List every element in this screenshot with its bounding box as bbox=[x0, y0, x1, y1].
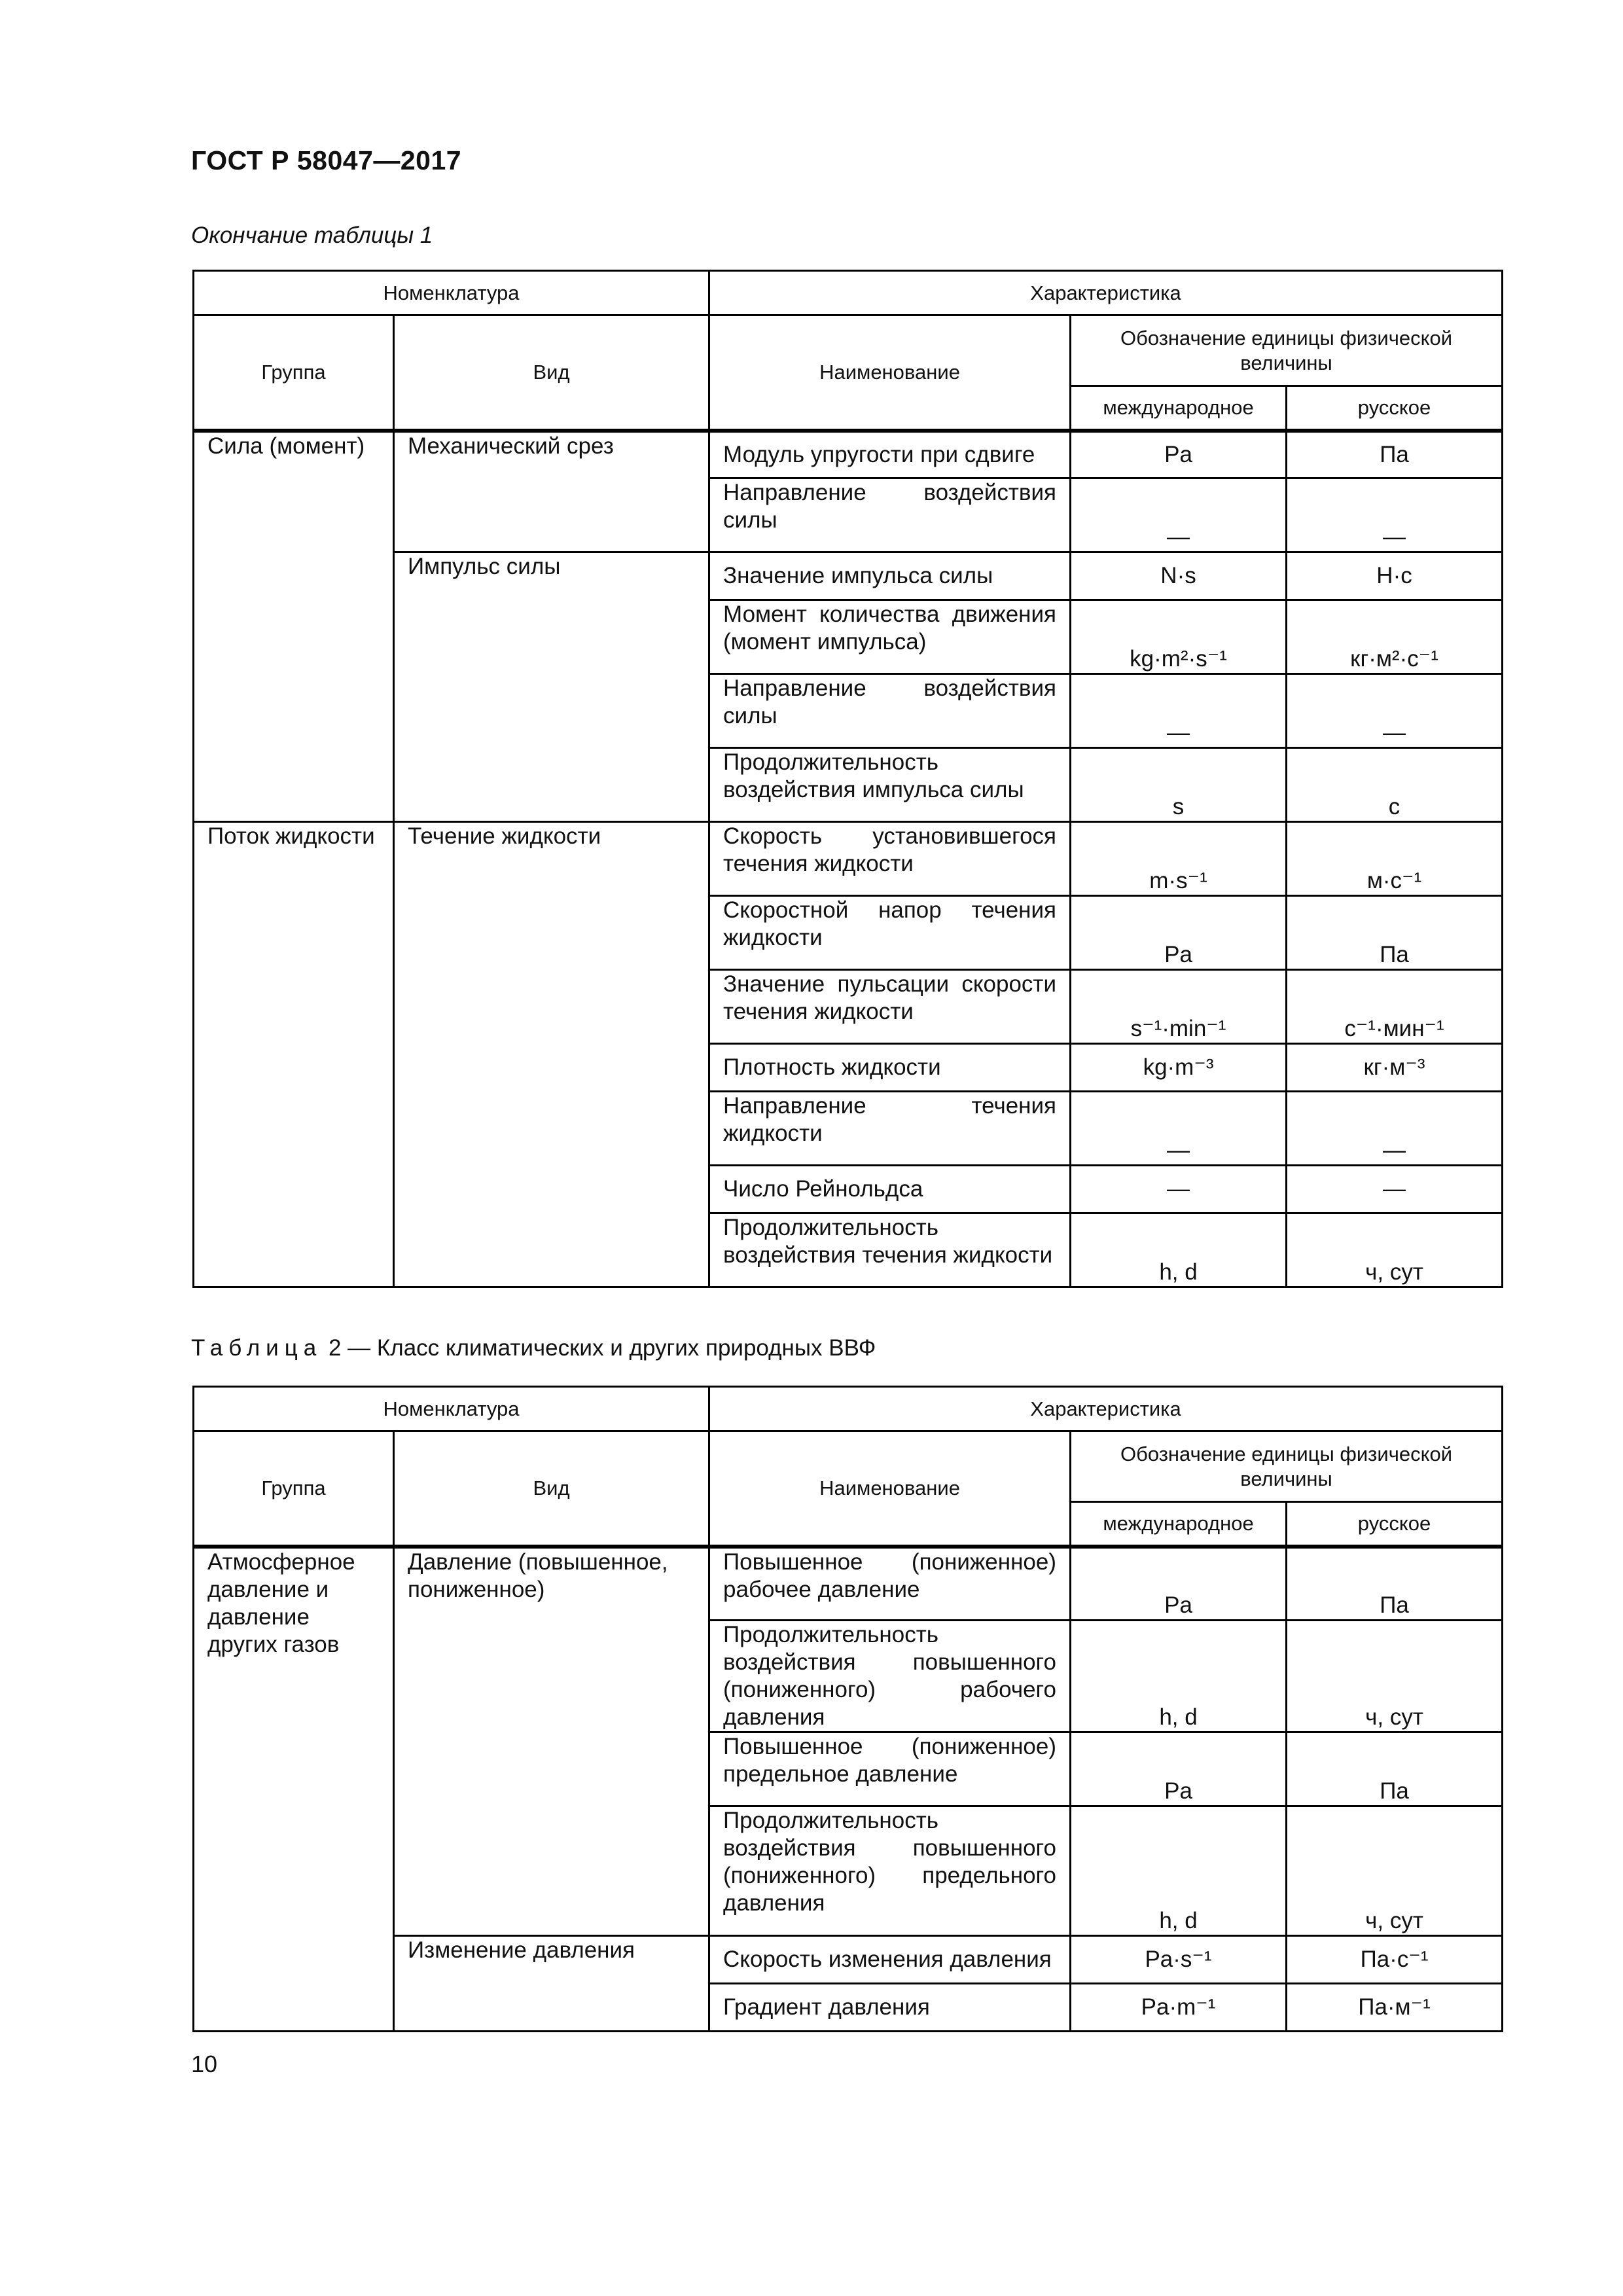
table-continuation-caption: Окончание таблицы 1 bbox=[191, 223, 433, 248]
unit-russian-cell: ч, сут bbox=[1287, 1213, 1503, 1287]
header-international: международное bbox=[1071, 1502, 1287, 1547]
unit-russian-cell: Па bbox=[1287, 896, 1503, 970]
header-name: Наименование bbox=[709, 315, 1071, 431]
unit-international-cell: Pa bbox=[1071, 431, 1287, 478]
name-cell: Продолжительность воздействия импульса силы bbox=[709, 748, 1071, 822]
name-cell: Продолжительность воздействия течения жидкости bbox=[709, 1213, 1071, 1287]
name-cell: Направление воздействия силы bbox=[709, 674, 1071, 748]
unit-russian-cell: с⁻¹·мин⁻¹ bbox=[1287, 970, 1503, 1044]
unit-russian-cell: кг·м²·с⁻¹ bbox=[1287, 600, 1503, 674]
unit-international-cell: kg·m²·s⁻¹ bbox=[1071, 600, 1287, 674]
header-international: международное bbox=[1071, 386, 1287, 431]
name-cell: Скорость установившегося течения жидкости bbox=[709, 822, 1071, 896]
unit-russian-cell: — bbox=[1287, 1166, 1503, 1213]
name-cell: Момент количества движения (момент импульса) bbox=[709, 600, 1071, 674]
header-name: Наименование bbox=[709, 1431, 1071, 1547]
unit-russian-cell: Па bbox=[1287, 431, 1503, 478]
name-cell: Направление течения жидкости bbox=[709, 1092, 1071, 1166]
header-unit-designation: Обозначение единицы физической величины bbox=[1071, 315, 1503, 386]
name-cell: Число Рейнольдса bbox=[709, 1166, 1071, 1213]
name-cell: Продолжительность воздействия повышенного (пониженного) предельного давления bbox=[709, 1806, 1071, 1936]
unit-international-cell: Pa bbox=[1071, 1732, 1287, 1806]
name-cell: Градиент давления bbox=[709, 1984, 1071, 2032]
table-2-caption-word: Таблица bbox=[191, 1335, 323, 1361]
unit-international-cell: h, d bbox=[1071, 1213, 1287, 1287]
unit-international-cell: h, d bbox=[1071, 1621, 1287, 1732]
unit-international-cell: kg·m⁻³ bbox=[1071, 1044, 1287, 1092]
unit-russian-cell: — bbox=[1287, 1092, 1503, 1166]
name-cell: Модуль упругости при сдвиге bbox=[709, 431, 1071, 478]
unit-russian-cell: ч, сут bbox=[1287, 1621, 1503, 1732]
table-row bbox=[194, 822, 1503, 896]
header-kind: Вид bbox=[394, 1431, 709, 1547]
name-cell: Направление воздействия силы bbox=[709, 478, 1071, 552]
unit-international-cell: h, d bbox=[1071, 1806, 1287, 1936]
table-2-header bbox=[194, 1387, 1503, 1547]
header-characteristic: Характеристика bbox=[709, 271, 1503, 315]
kind-cell: Давление (повышенное, пониженное) bbox=[394, 1547, 709, 1936]
unit-international-cell: s⁻¹·min⁻¹ bbox=[1071, 970, 1287, 1044]
header-kind: Вид bbox=[394, 315, 709, 431]
unit-international-cell: Pa bbox=[1071, 1547, 1287, 1621]
table-row bbox=[194, 1547, 1503, 1621]
document-title: ГОСТ Р 58047—2017 bbox=[191, 145, 462, 175]
unit-international-cell: N·s bbox=[1071, 552, 1287, 600]
unit-russian-cell: с bbox=[1287, 748, 1503, 822]
header-nomenclature: Номенклатура bbox=[194, 1387, 709, 1431]
unit-russian-cell: Па bbox=[1287, 1732, 1503, 1806]
unit-international-cell: Pa·m⁻¹ bbox=[1071, 1984, 1287, 2032]
name-cell: Скоростной напор течения жидкости bbox=[709, 896, 1071, 970]
unit-international-cell: Pa·s⁻¹ bbox=[1071, 1936, 1287, 1984]
header-characteristic: Характеристика bbox=[709, 1387, 1503, 1431]
header-group: Группа bbox=[194, 315, 394, 431]
group-cell: Сила (момент) bbox=[194, 431, 394, 822]
page-number: 10 bbox=[191, 2051, 218, 2077]
unit-international-cell: s bbox=[1071, 748, 1287, 822]
unit-international-cell: Pa bbox=[1071, 896, 1287, 970]
table-1 bbox=[192, 270, 1503, 1288]
name-cell: Повышенное (пониженное) предельное давление bbox=[709, 1732, 1071, 1806]
table-row bbox=[194, 431, 1503, 478]
header-group: Группа bbox=[194, 1431, 394, 1547]
name-cell: Продолжительность воздействия повышенного (пониженного) рабочего давления bbox=[709, 1621, 1071, 1732]
kind-cell: Импульс силы bbox=[394, 552, 709, 822]
header-russian: русское bbox=[1287, 386, 1503, 431]
name-cell: Значение пульсации скорости течения жидкости bbox=[709, 970, 1071, 1044]
unit-international-cell: m·s⁻¹ bbox=[1071, 822, 1287, 896]
header-russian: русское bbox=[1287, 1502, 1503, 1547]
kind-cell: Механический срез bbox=[394, 431, 709, 552]
header-nomenclature: Номенклатура bbox=[194, 271, 709, 315]
unit-international-cell: — bbox=[1071, 478, 1287, 552]
name-cell: Значение импульса силы bbox=[709, 552, 1071, 600]
unit-international-cell: — bbox=[1071, 1166, 1287, 1213]
name-cell: Скорость изменения давления bbox=[709, 1936, 1071, 1984]
kind-cell: Течение жидкости bbox=[394, 822, 709, 1287]
name-cell: Плотность жидкости bbox=[709, 1044, 1071, 1092]
unit-russian-cell: м·с⁻¹ bbox=[1287, 822, 1503, 896]
unit-russian-cell: Н·с bbox=[1287, 552, 1503, 600]
table-2 bbox=[192, 1386, 1503, 2032]
name-cell: Повышенное (пониженное) рабочее давление bbox=[709, 1547, 1071, 1621]
unit-russian-cell: ч, сут bbox=[1287, 1806, 1503, 1936]
unit-russian-cell: — bbox=[1287, 674, 1503, 748]
group-cell: Поток жидкости bbox=[194, 822, 394, 1287]
table-2-caption-text: 2 — Класс климатических и других природных ВВФ bbox=[328, 1335, 876, 1361]
table-1-header bbox=[194, 271, 1503, 431]
table-2-caption bbox=[191, 1335, 876, 1361]
header-unit-designation: Обозначение единицы физической величины bbox=[1071, 1431, 1503, 1502]
unit-russian-cell: Па bbox=[1287, 1547, 1503, 1621]
unit-russian-cell: — bbox=[1287, 478, 1503, 552]
unit-russian-cell: Па·м⁻¹ bbox=[1287, 1984, 1503, 2032]
unit-international-cell: — bbox=[1071, 1092, 1287, 1166]
group-cell: Атмосферное давление и давление других газов bbox=[194, 1547, 394, 2032]
unit-russian-cell: кг·м⁻³ bbox=[1287, 1044, 1503, 1092]
unit-russian-cell: Па·с⁻¹ bbox=[1287, 1936, 1503, 1984]
unit-international-cell: — bbox=[1071, 674, 1287, 748]
kind-cell: Изменение давления bbox=[394, 1936, 709, 2032]
